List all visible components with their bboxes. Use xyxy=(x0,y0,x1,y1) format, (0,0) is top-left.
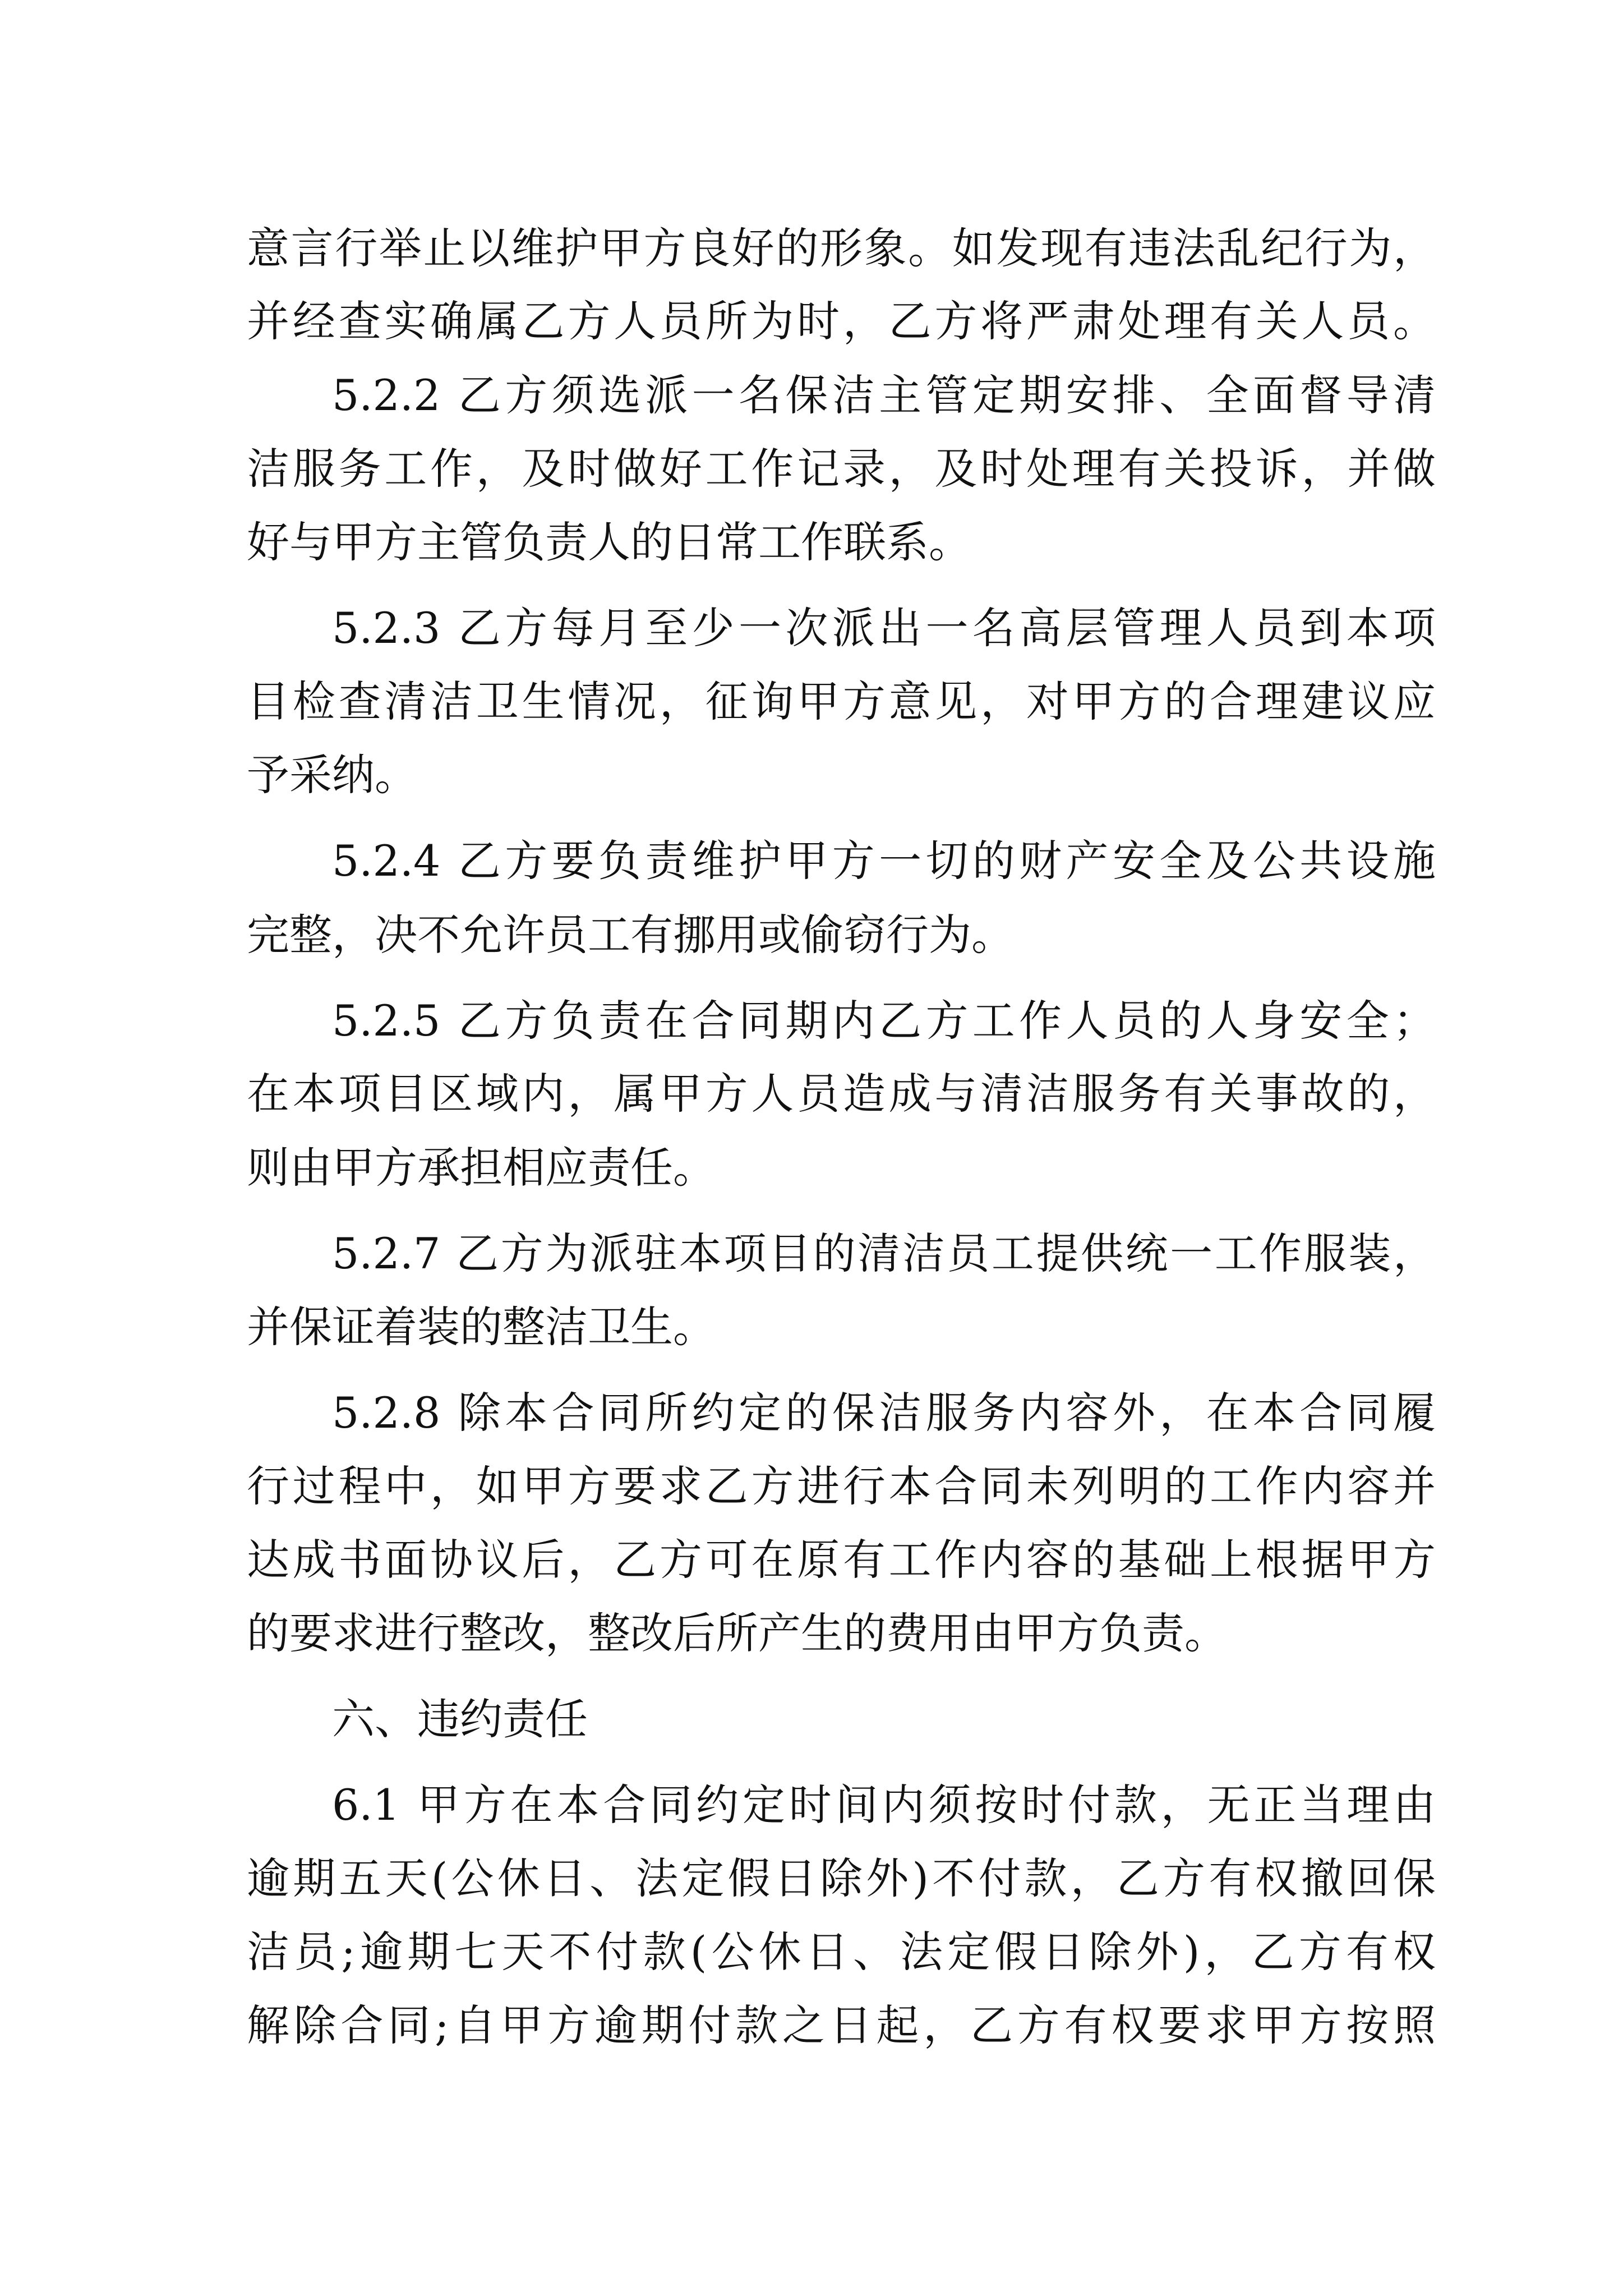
text-line: 并经查实确属乙方人员所为时，乙方将严肃处理有关人员。 xyxy=(247,296,1436,346)
text-line: 洁员;逾期七天不付款(公休日、法定假日除外)，乙方有权 xyxy=(247,1927,1436,1977)
text-line: 的要求进行整改，整改后所产生的费用由甲方负责。 xyxy=(247,1608,1227,1658)
text-line: 5.2.8 除本合同所约定的保洁服务内容外，在本合同履 xyxy=(332,1388,1436,1438)
text-line: 则由甲方承担相应责任。 xyxy=(247,1143,716,1193)
text-line: 达成书面协议后，乙方可在原有工作内容的基础上根据甲方 xyxy=(247,1535,1436,1585)
text-line: 6.1 甲方在本合同约定时间内须按时付款，无正当理由 xyxy=(332,1780,1436,1830)
text-line: 5.2.5 乙方负责在合同期内乙方工作人员的人身安全； xyxy=(332,996,1436,1046)
text-line: 5.2.2 乙方须选派一名保洁主管定期安排、全面督导清 xyxy=(332,370,1436,420)
section-heading: 六、违约责任 xyxy=(332,1694,588,1744)
text-line: 行过程中，如甲方要求乙方进行本合同未列明的工作内容并 xyxy=(247,1461,1436,1511)
text-line: 解除合同;自甲方逾期付款之日起，乙方有权要求甲方按照 xyxy=(247,2000,1436,2050)
text-line: 5.2.3 乙方每月至少一次派出一名高层管理人员到本项 xyxy=(332,603,1436,653)
text-line: 目检查清洁卫生情况，征询甲方意见，对甲方的合理建议应 xyxy=(247,677,1436,726)
text-line: 逾期五天(公休日、法定假日除外)不付款，乙方有权撤回保 xyxy=(247,1853,1436,1903)
text-line: 并保证着装的整洁卫生。 xyxy=(247,1302,716,1352)
text-line: 5.2.4 乙方要负责维护甲方一切的财产安全及公共设施 xyxy=(332,836,1436,886)
text-line: 意言行举止以维护甲方良好的形象。如发现有违法乱纪行为， xyxy=(247,223,1436,273)
text-line: 在本项目区域内，属甲方人员造成与清洁服务有关事故的， xyxy=(247,1069,1436,1119)
text-line: 洁服务工作，及时做好工作记录，及时处理有关投诉，并做 xyxy=(247,444,1436,494)
text-line: 好与甲方主管负责人的日常工作联系。 xyxy=(247,517,971,567)
text-line: 5.2.7 乙方为派驻本项目的清洁员工提供统一工作服装， xyxy=(332,1228,1436,1278)
text-line: 予采纳。 xyxy=(247,750,417,800)
text-line: 完整，决不允许员工有挪用或偷窃行为。 xyxy=(247,910,1014,960)
